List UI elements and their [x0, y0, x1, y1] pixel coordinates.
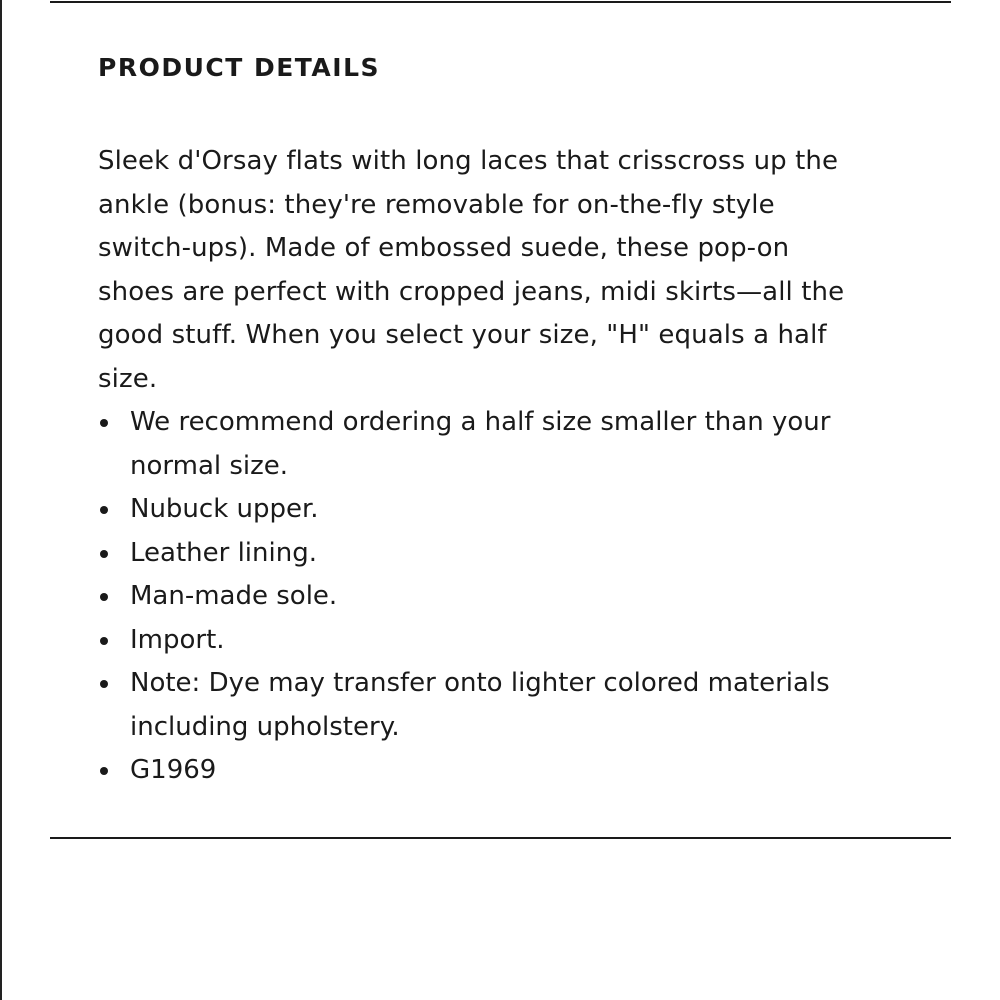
feature-dye-note: Note: Dye may transfer onto lighter colored materials including upholstery. [130, 662, 858, 749]
feature-lining: Leather lining. [130, 532, 858, 576]
feature-upper: Nubuck upper. [130, 488, 858, 532]
top-divider [50, 1, 951, 3]
feature-origin: Import. [130, 619, 858, 663]
product-description: Sleek d'Orsay flats with long laces that crisscross up the ankle (bonus: they're removable for on-the-fly style switch-ups). Made of embossed suede, these pop-on shoes are perfect with cropped jeans, midi skirts—all the good stuff. When you select your size, "H" equals a half size. [98, 146, 845, 394]
feature-sizing-advice: We recommend ordering a half size smaller than your normal size. [130, 401, 858, 488]
feature-sole: Man-made sole. [130, 575, 858, 619]
product-features-list [98, 401, 858, 793]
feature-style-code: G1969 [130, 749, 858, 793]
product-details-heading: PRODUCT DETAILS [98, 53, 381, 82]
product-details-section [98, 52, 858, 793]
bottom-divider [50, 837, 951, 839]
left-border [0, 0, 2, 1000]
